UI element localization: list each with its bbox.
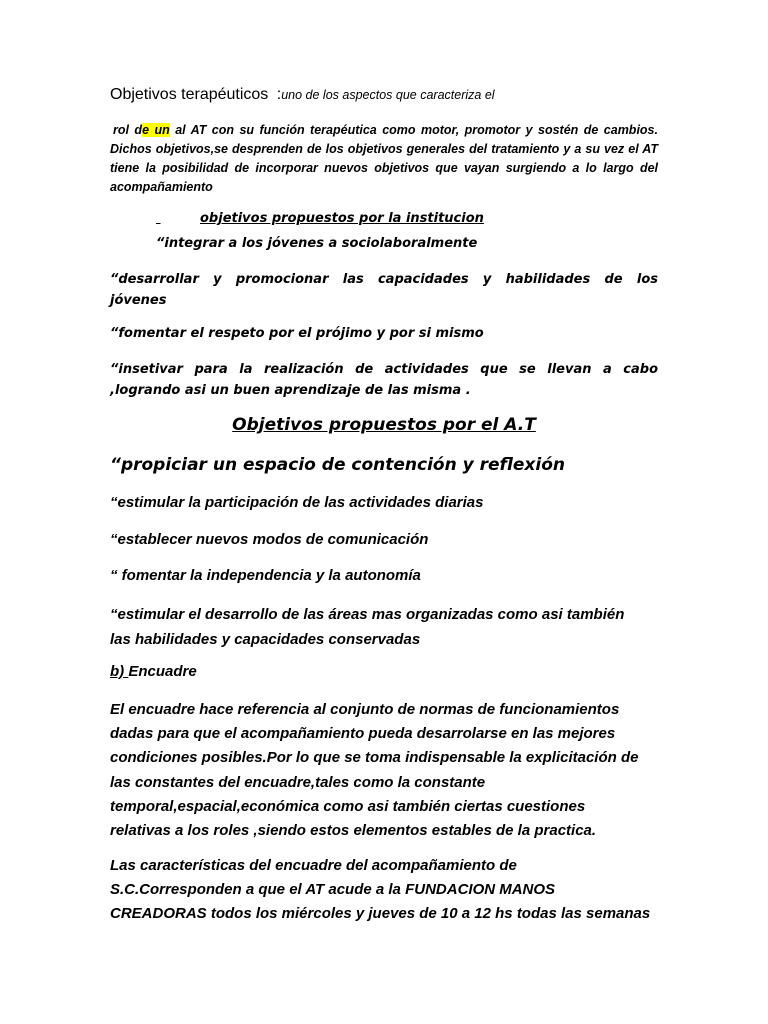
at-item-4-line-1: “estimular el desarrollo de las áreas mas organizadas como asi también <box>110 606 625 623</box>
institution-item-4-line-1: “insetivar para la realización de actividades que se llevan a cabo <box>110 362 658 377</box>
therapy-paragraph-line-4: acompañamiento <box>110 180 213 194</box>
at-item-1: “estimular la participación de las actividades diarias <box>110 494 484 511</box>
heading-intro: uno de los aspectos que caracteriza el <box>281 88 495 102</box>
text-after-highlight: al AT con su función terapéutica como motor, promotor y sostén de cambios. <box>175 123 658 137</box>
encuadre-p1-line-1: El encuadre hace referencia al conjunto de normas de funcionamientos <box>110 701 620 718</box>
institution-heading-text: objetivos propuestos por la institucion <box>200 211 484 226</box>
institution-item-2-line-2: jóvenes <box>110 293 167 308</box>
encuadre-paragraph-2 <box>110 854 650 927</box>
at-item-4-line-2: las habilidades y capacidades conservadas <box>110 631 421 648</box>
encuadre-label: b) <box>110 663 125 680</box>
therapy-paragraph-line-1 <box>110 121 658 140</box>
encuadre-p2-line-1: Las características del encuadre del acompañamiento de <box>110 857 517 874</box>
encuadre-heading-text: Encuadre <box>128 663 197 680</box>
encuadre-p1-line-3: condiciones posibles.Por lo que se toma indispensable la explicitación de <box>110 749 639 767</box>
therapy-paragraph <box>110 121 658 197</box>
encuadre-p1-line-4: las constantes del encuadre,tales como la constante <box>110 773 486 791</box>
institution-item-1: “integrar a los jóvenes a sociolaboralmente <box>156 236 478 251</box>
encuadre-p1-line-5: temporal,espacial,económica como asi también ciertas cuestiones <box>110 797 586 815</box>
institution-item-4 <box>110 359 658 401</box>
heading-line <box>110 86 495 104</box>
encuadre-p2-line-2: S.C.Corresponden a que el AT acude a la FUNDACION MANOS <box>110 881 556 899</box>
institution-heading <box>156 211 484 226</box>
therapy-paragraph-line-3: tiene la posibilidad de incorporar nuevos objetivos que vayan surgiendo a lo largo del <box>110 161 658 175</box>
highlighted-text: e un <box>142 123 170 137</box>
text-before-highlight: rol d <box>113 123 143 137</box>
encuadre-p1-line-6: relativas a los roles ,siendo estos elementos estables de la practica. <box>110 822 597 840</box>
at-heading: Objetivos propuestos por el A.T <box>232 415 536 435</box>
institution-item-2-line-1: “desarrollar y promocionar las capacidades y habilidades de los <box>110 272 658 287</box>
institution-item-4-line-2: ,logrando asi un buen aprendizaje de las misma . <box>110 383 471 398</box>
encuadre-heading <box>110 663 197 680</box>
heading-underline-rule <box>156 211 200 226</box>
institution-item-3: “fomentar el respeto por el prójimo y por si mismo <box>110 326 484 341</box>
institution-item-2 <box>110 269 658 311</box>
encuadre-paragraph-1 <box>110 698 638 843</box>
encuadre-p1-line-2: dadas para que el acompañamiento pueda desarrolarse en las mejores <box>110 725 616 743</box>
at-item-2: “establecer nuevos modos de comunicación <box>110 531 429 548</box>
at-item-4 <box>110 602 624 652</box>
heading-title: Objetivos terapéuticos <box>110 86 269 103</box>
at-lead: “propiciar un espacio de contención y reflexión <box>110 455 566 475</box>
encuadre-p2-line-3: CREADORAS todos los miércoles y jueves de 10 a 12 hs todas las semanas <box>110 905 651 923</box>
heading-colon: : <box>276 86 282 103</box>
therapy-paragraph-line-2: Dichos objetivos,se desprenden de los objetivos generales del tratamiento y a su vez el AT <box>110 142 658 156</box>
at-item-3: “ fomentar la independencia y la autonomía <box>110 567 421 584</box>
